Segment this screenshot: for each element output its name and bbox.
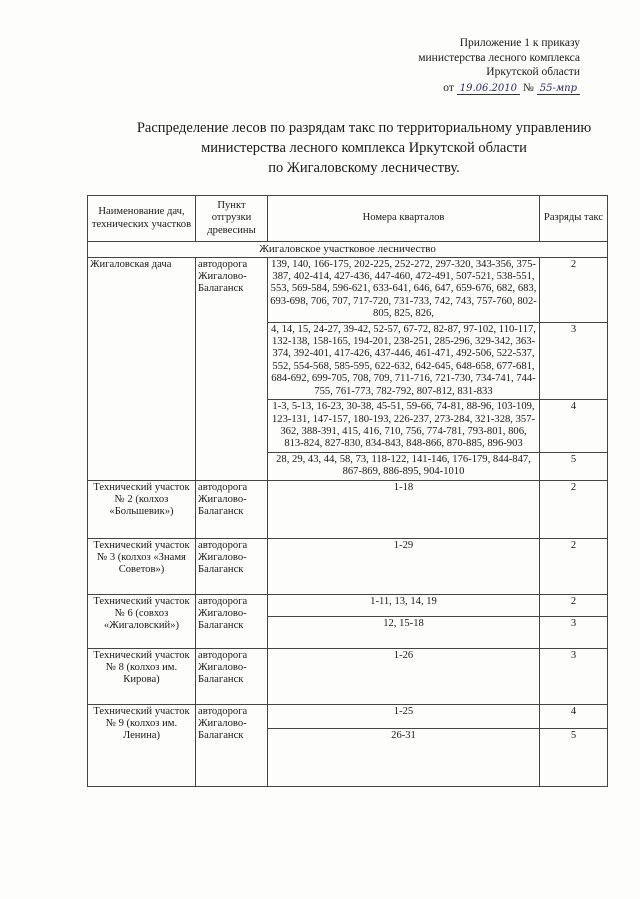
header-quarters: Номера кварталов [268, 196, 540, 242]
grade-cell: 5 [540, 728, 608, 786]
technical-plot-name-cell: Технический участок № 2 (колхоз «Большевик») [88, 480, 196, 538]
table-row [88, 480, 608, 538]
from-label: от [443, 81, 454, 94]
quarters-cell: 1-29 [268, 538, 540, 594]
header-grades: Разряды такс [540, 196, 608, 242]
quarters-cell: 26-31 [268, 728, 540, 786]
title-line-2: министерства лесного комплекса Иркутской области [201, 140, 527, 156]
grade-cell: 2 [540, 257, 608, 322]
quarters-cell: 1-3, 5-13, 16-23, 30-38, 45-51, 59-66, 74-81, 88-96, 103-109, 123-131, 147-157, 180-193, 226-237, 273-284, 321-328, 357-362, 388-391, 415, 416, 710, 756, 774-781, 793-801, 806, 813-824, 827-830, 834-843, 848-866, 870-885, 896-903 [268, 400, 540, 453]
dacha-name-cell: Жигаловская дача [88, 257, 196, 480]
grade-cell: 4 [540, 400, 608, 453]
grade-cell: 2 [540, 480, 608, 538]
grade-cell: 3 [540, 648, 608, 704]
quarters-cell: 1-18 [268, 480, 540, 538]
header-name: Наименование дач, технических участков [88, 196, 196, 242]
technical-plot-name-cell: Технический участок № 9 (колхоз им. Ленина) [88, 704, 196, 786]
handwritten-number: 55-мпр [537, 83, 580, 95]
title-line-1: Распределение лесов по разрядам такс по территориальному управлению [136, 120, 592, 136]
table-row [88, 648, 608, 704]
table-row [88, 704, 608, 728]
grade-cell: 5 [540, 452, 608, 480]
shipping-point-cell: автодорога Жигалово-Балаганск [196, 648, 268, 704]
document-title [120, 118, 608, 178]
shipping-point-cell: автодорога Жигалово-Балаганск [196, 538, 268, 594]
grade-cell: 2 [540, 538, 608, 594]
quarters-cell: 4, 14, 15, 24-27, 39-42, 52-57, 67-72, 82-87, 97-102, 110-117, 132-138, 158-165, 194-201, 238-251, 285-296, 329-342, 363-374, 392-401, 417-426, 437-446, 461-471, 492-506, 522-537, 552, 554-568, 585-595, 622-632, 642-645, 648-658, 677-681, 684-692, 699-705, 708, 709, 711-716, 721-730, 734-741, 744-755, 761-773, 782-792, 807-812, 831-833 [268, 322, 540, 399]
grade-cell: 3 [540, 322, 608, 399]
quarters-cell: 1-25 [268, 704, 540, 728]
shipping-point-cell: автодорога Жигалово-Балаганск [196, 704, 268, 786]
quarters-cell: 139, 140, 166-175, 202-225, 252-272, 297-320, 343-356, 375-387, 402-414, 427-436, 447-460, 472-491, 507-521, 538-551, 553, 569-584, 596-621, 633-641, 646, 647, 659-676, 682, 683, 693-698, 706, 707, 717-720, 731-733, 742, 743, 757-760, 802-805, 825, 826, [268, 257, 540, 322]
grade-cell: 3 [540, 616, 608, 648]
section-row [88, 242, 608, 257]
table-row [88, 538, 608, 594]
quarters-cell: 1-11, 13, 14, 19 [268, 594, 540, 616]
section-title: Жигаловское участковое лесничество [88, 242, 608, 257]
technical-plot-name-cell: Технический участок № 3 (колхоз «Знамя Советов») [88, 538, 196, 594]
grade-cell: 2 [540, 594, 608, 616]
header-point: Пункт отгрузки древесины [196, 196, 268, 242]
quarters-cell: 12, 15-18 [268, 616, 540, 648]
table-header-row [88, 196, 608, 242]
number-label: № [522, 81, 534, 94]
appendix-block [402, 36, 580, 96]
grade-cell: 4 [540, 704, 608, 728]
table-row [88, 594, 608, 616]
appendix-line-1: Приложение 1 к приказу [459, 37, 580, 49]
quarters-cell: 1-26 [268, 648, 540, 704]
title-line-3: по Жигаловскому лесничеству. [268, 160, 460, 176]
technical-plot-name-cell: Технический участок № 8 (колхоз им. Кирова) [88, 648, 196, 704]
appendix-line-2: министерства лесного комплекса [418, 51, 580, 64]
distribution-table [87, 195, 608, 787]
appendix-line-3: Иркутской области [486, 66, 580, 78]
appendix-date-line [402, 81, 580, 97]
shipping-point-cell: автодорога Жигалово-Балаганск [196, 480, 268, 538]
table-row [88, 257, 608, 322]
technical-plot-name-cell: Технический участок № 6 (совхоз «Жигаловский») [88, 594, 196, 648]
shipping-point-cell: автодорога Жигалово-Балаганск [196, 594, 268, 648]
shipping-point-cell: автодорога Жигалово-Балаганск [196, 257, 268, 480]
handwritten-date: 19.06.2010 [457, 83, 520, 95]
quarters-cell: 28, 29, 43, 44, 58, 73, 118-122, 141-146, 176-179, 844-847, 867-869, 886-895, 904-1010 [268, 452, 540, 480]
